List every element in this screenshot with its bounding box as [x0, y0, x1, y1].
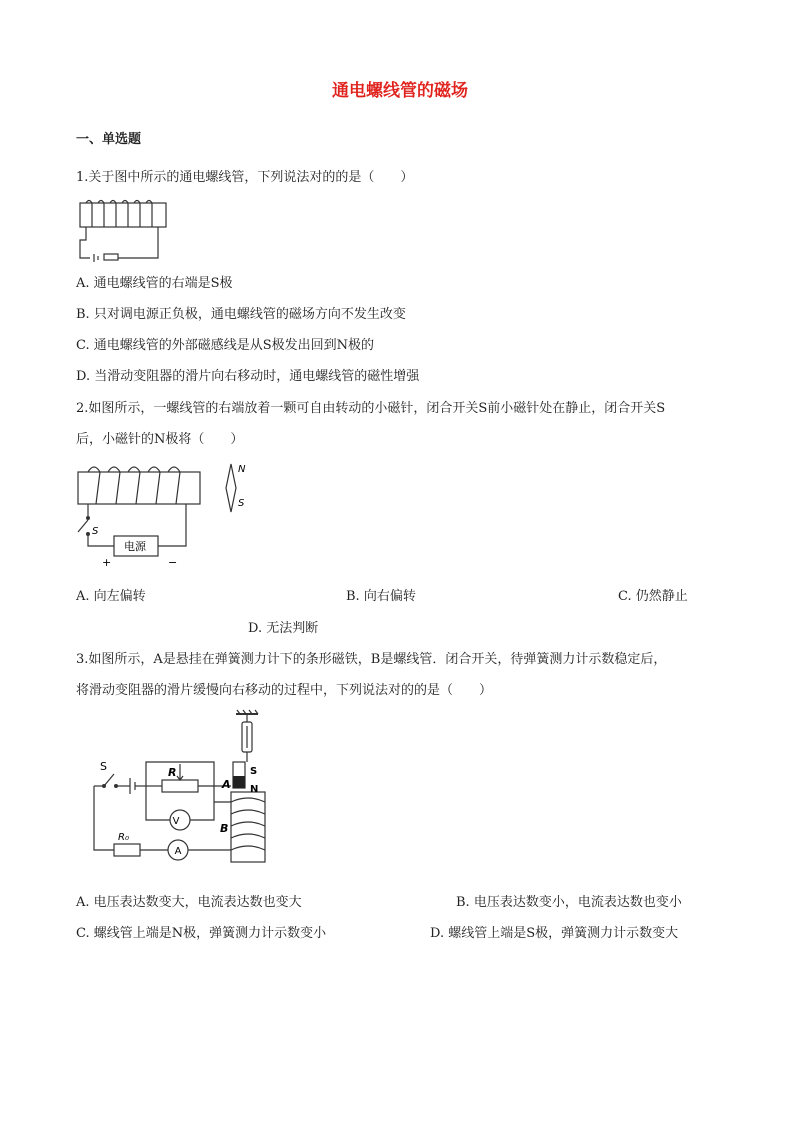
- page-title: 通电螺线管的磁场: [332, 81, 468, 101]
- q3-voltmeter-label: V: [172, 816, 180, 827]
- q3-pole-n-label: N: [250, 784, 259, 795]
- section-heading: 一、单选题: [76, 132, 142, 147]
- q2-option-d[interactable]: D. 无法判断: [248, 621, 319, 636]
- q2-minus-label: −: [168, 556, 178, 569]
- q1-option-c[interactable]: C. 通电螺线管的外部磁感线是从S极发出回到N极的: [76, 338, 375, 353]
- q2-plus-label: +: [102, 556, 112, 569]
- q3-circuit-figure: [90, 712, 274, 866]
- q2-option-c[interactable]: C. 仍然静止: [618, 589, 688, 604]
- q3-switch-label: S: [100, 760, 107, 773]
- question-2-stem-line2: 后，小磁针的N极将（ ）: [76, 432, 244, 447]
- q3-rheostat-label: R: [168, 766, 177, 779]
- q2-needle-s-label: S: [238, 498, 245, 509]
- q1-solenoid-figure: [78, 198, 174, 264]
- q3-coil-label: B: [220, 822, 229, 835]
- q3-option-c[interactable]: C. 螺线管上端是N极，弹簧测力计示数变小: [76, 926, 327, 941]
- q1-option-a[interactable]: A. 通电螺线管的右端是S极: [76, 276, 233, 291]
- q2-switch-label: S: [92, 526, 99, 537]
- q3-ammeter-label: A: [174, 846, 182, 857]
- q3-option-b[interactable]: B. 电压表达数变小，电流表达数也变小: [456, 895, 682, 910]
- q1-option-d[interactable]: D. 当滑动变阻器的滑片向右移动时，通电螺线管的磁性增强: [76, 369, 420, 384]
- q1-option-b[interactable]: B. 只对调电源正负极，通电螺线管的磁场方向不发生改变: [76, 307, 406, 322]
- question-2-stem-line1: 2.如图所示，一螺线管的右端放着一颗可自由转动的小磁针，闭合开关S前小磁针处在静止，闭合开关S: [76, 401, 666, 416]
- q2-option-a[interactable]: A. 向左偏转: [76, 589, 146, 604]
- question-1-stem: 1.关于图中所示的通电螺线管，下列说法对的的是（ ）: [76, 170, 414, 185]
- q3-option-a[interactable]: A. 电压表达数变大，电流表达数也变大: [76, 895, 302, 910]
- question-3-stem-line1: 3.如图所示，A是悬挂在弹簧测力计下的条形磁铁，B是螺线管．闭合开关，待弹簧测力计示数稳定后，: [76, 652, 667, 667]
- q2-power-label: 电源: [124, 540, 146, 553]
- q2-option-b[interactable]: B. 向右偏转: [346, 589, 416, 604]
- q3-resistor-label: R₀: [118, 832, 129, 843]
- q3-magnet-label: A: [222, 778, 231, 791]
- q3-option-d[interactable]: D. 螺线管上端是S极，弹簧测力计示数变大: [430, 926, 679, 941]
- question-3-stem-line2: 将滑动变阻器的滑片缓慢向右移动的过程中，下列说法对的的是（ ）: [76, 683, 493, 698]
- q2-solenoid-figure: [74, 460, 254, 572]
- q2-needle-n-label: N: [238, 464, 246, 475]
- q3-pole-s-label: S: [250, 766, 258, 777]
